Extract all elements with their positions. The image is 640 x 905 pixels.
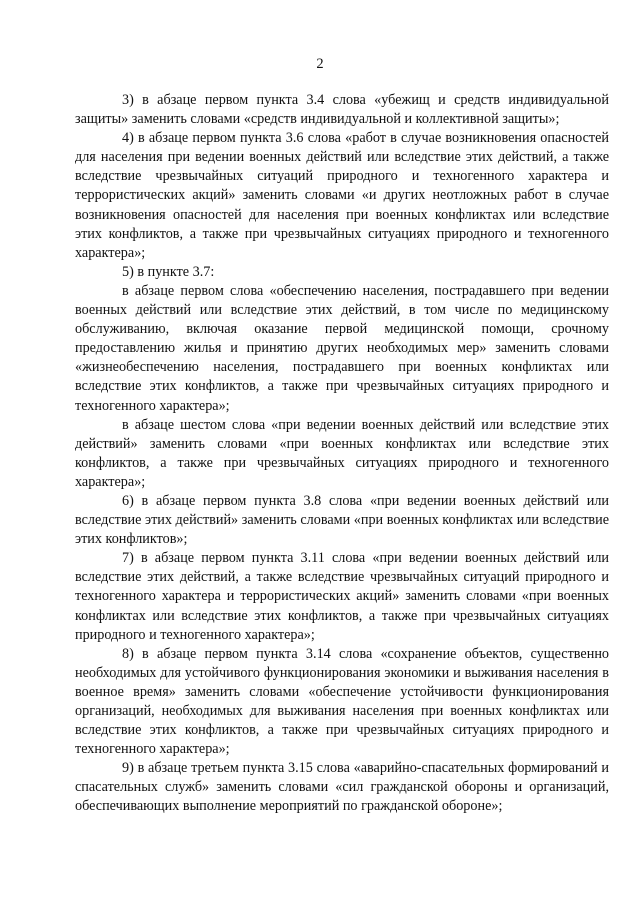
paragraph-item-5-first-abzats: в абзаце первом слова «обеспечению населения, пострадавшего при ведении военных действий или вследствие этих действий, в том числе по медицинскому обслуживанию, включая оказание первой медицинской помощи, срочному предоставлению жилья и принятию других необходимых мер» заменить словами «жизнеобеспечению населения, пострадавшего при военных конфликтах или вследствие этих конфликтов, а также при чрезвычайных ситуациях природного и техногенного характера»;	[75, 282, 609, 414]
paragraph-item-8: 8) в абзаце первом пункта 3.14 слова «сохранение объектов, существенно необходимых для устойчивого функционирования экономики и выживания населения в военное время» заменить словами «обеспечение устойчивости функционирования организаций, необходимых для выживания населения при военных конфликтах или вследствие этих конфликтов, а также при чрезвычайных ситуациях природного и техногенного характера»;	[75, 645, 609, 758]
page-number: 2	[316, 56, 324, 72]
document-body	[75, 91, 609, 817]
paragraph-item-9: 9) в абзаце третьем пункта 3.15 слова «аварийно-спасательных формирований и спасательных служб» заменить словами «сил гражданской обороны и организаций, обеспечивающих выполнение мероприятий по гражданской обороне»;	[75, 760, 609, 815]
paragraph-item-5-sixth-abzats: в абзаце шестом слова «при ведении военных действий или вследствие этих действий» заменить словами «при военных конфликтах или вследствие этих конфликтов, а также при чрезвычайных ситуациях природного и техногенного характера»;	[75, 416, 609, 490]
paragraph-item-5: 5) в пункте 3.7:	[122, 263, 215, 280]
paragraph-item-6: 6) в абзаце первом пункта 3.8 слова «при ведении военных действий или вследствие этих действий» заменить словами «при военных конфликтах или вследствие этих конфликтов»;	[75, 492, 609, 548]
paragraph-item-4: 4) в абзаце первом пункта 3.6 слова «работ в случае возникновения опасностей для населения при ведении военных действий или вследствие этих действий, а также вследствие чрезвычайных ситуаций природного и техногенного характера и террористических акций» заменить словами «и других неотложных работ в случае возникновения опасностей для населения при военных конфликтах или вследствие этих конфликтов, а также при чрезвычайных ситуациях природного и техногенного характера»;	[75, 130, 609, 261]
paragraph-item-3: 3) в абзаце первом пункта 3.4 слова «убежищ и средств индивидуальной защиты» заменить словами «средств индивидуальной и коллективной защиты»;	[75, 92, 609, 128]
paragraph-item-7: 7) в абзаце первом пункта 3.11 слова «при ведении военных действий или вследствие этих действий, а также вследствие чрезвычайных ситуаций природного и техногенного характера и террористических акций» заменить словами «при военных конфликтах или вследствие этих конфликтов, а также при чрезвычайных ситуациях природного и техногенного характера»;	[75, 550, 609, 643]
